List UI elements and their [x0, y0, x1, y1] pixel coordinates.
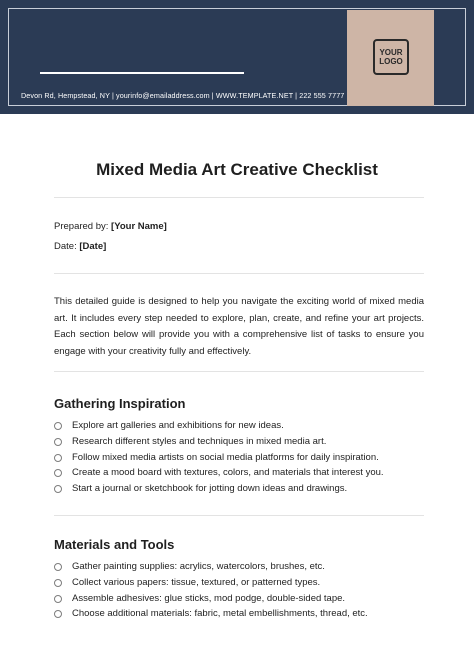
checkbox-icon[interactable]	[54, 469, 62, 477]
checklist-item-text: Research different styles and techniques in mixed media art.	[72, 435, 327, 447]
checklist-item-text: Collect various papers: tissue, textured, or patterned types.	[72, 576, 321, 588]
checkbox-icon[interactable]	[54, 595, 62, 603]
logo-text-line1: YOUR	[379, 48, 403, 57]
checkbox-icon[interactable]	[54, 563, 62, 571]
logo-text-line2: LOGO	[379, 57, 403, 66]
divider	[54, 515, 424, 516]
checkbox-icon[interactable]	[54, 610, 62, 618]
checklist-materials-and-tools	[54, 561, 434, 624]
checklist-item[interactable]	[54, 420, 434, 436]
checkbox-icon[interactable]	[54, 485, 62, 493]
checklist-item-text: Create a mood board with textures, colors, and materials that interest you.	[72, 467, 384, 479]
checklist-item-text: Start a journal or sketchbook for jotting down ideas and drawings.	[72, 483, 348, 495]
intro-paragraph: This detailed guide is designed to help you navigate the exciting world of mixed media art. It includes every step needed to explore, plan, create, and refine your art projects. Each section below will provide you with a comprehensive list of tasks to ensure you engage with your creativity fully and effectively.	[54, 296, 424, 357]
checklist-item-text: Explore art galleries and exhibitions for new ideas.	[72, 420, 284, 431]
checklist-item-text: Follow mixed media artists on social media platforms for daily inspiration.	[72, 451, 379, 463]
contact-info: Devon Rd, Hempstead, NY | yourinfo@emailaddress.com | WWW.TEMPLATE.NET | 222 555 7777	[21, 91, 345, 100]
checklist-item[interactable]	[54, 452, 434, 468]
checklist-item[interactable]	[54, 577, 434, 593]
checkbox-icon[interactable]	[54, 454, 62, 462]
checklist-item[interactable]	[54, 467, 434, 483]
document-header	[0, 0, 474, 114]
checklist-item[interactable]	[54, 608, 434, 624]
section-title-gathering-inspiration: Gathering Inspiration	[54, 396, 186, 411]
checklist-item[interactable]	[54, 561, 434, 577]
checkbox-icon[interactable]	[54, 438, 62, 446]
divider	[54, 371, 424, 372]
date-line	[54, 241, 106, 252]
checklist-item[interactable]	[54, 436, 434, 452]
date-value: [Date]	[79, 241, 107, 252]
checklist-item[interactable]	[54, 483, 434, 499]
divider	[54, 273, 424, 274]
checklist-item-text: Gather painting supplies: acrylics, watercolors, brushes, etc.	[72, 561, 325, 572]
divider	[54, 197, 424, 198]
checklist-item-text: Assemble adhesives: glue sticks, mod podge, double-sided tape.	[72, 592, 346, 604]
prepared-by-label: Prepared by:	[54, 221, 109, 232]
prepared-by	[54, 221, 167, 232]
page-title: Mixed Media Art Creative Checklist	[96, 160, 378, 179]
prepared-by-value: [Your Name]	[111, 221, 167, 232]
checklist-item[interactable]	[54, 593, 434, 609]
checklist-gathering-inspiration	[54, 420, 434, 499]
checkbox-icon[interactable]	[54, 579, 62, 587]
company-logo	[373, 39, 409, 75]
checklist-item-text: Choose additional materials: fabric, metal embellishments, thread, etc.	[72, 608, 368, 620]
header-divider-line	[40, 72, 244, 74]
checkbox-icon[interactable]	[54, 422, 62, 430]
section-title-materials-and-tools: Materials and Tools	[54, 537, 175, 552]
date-label: Date:	[54, 241, 77, 252]
